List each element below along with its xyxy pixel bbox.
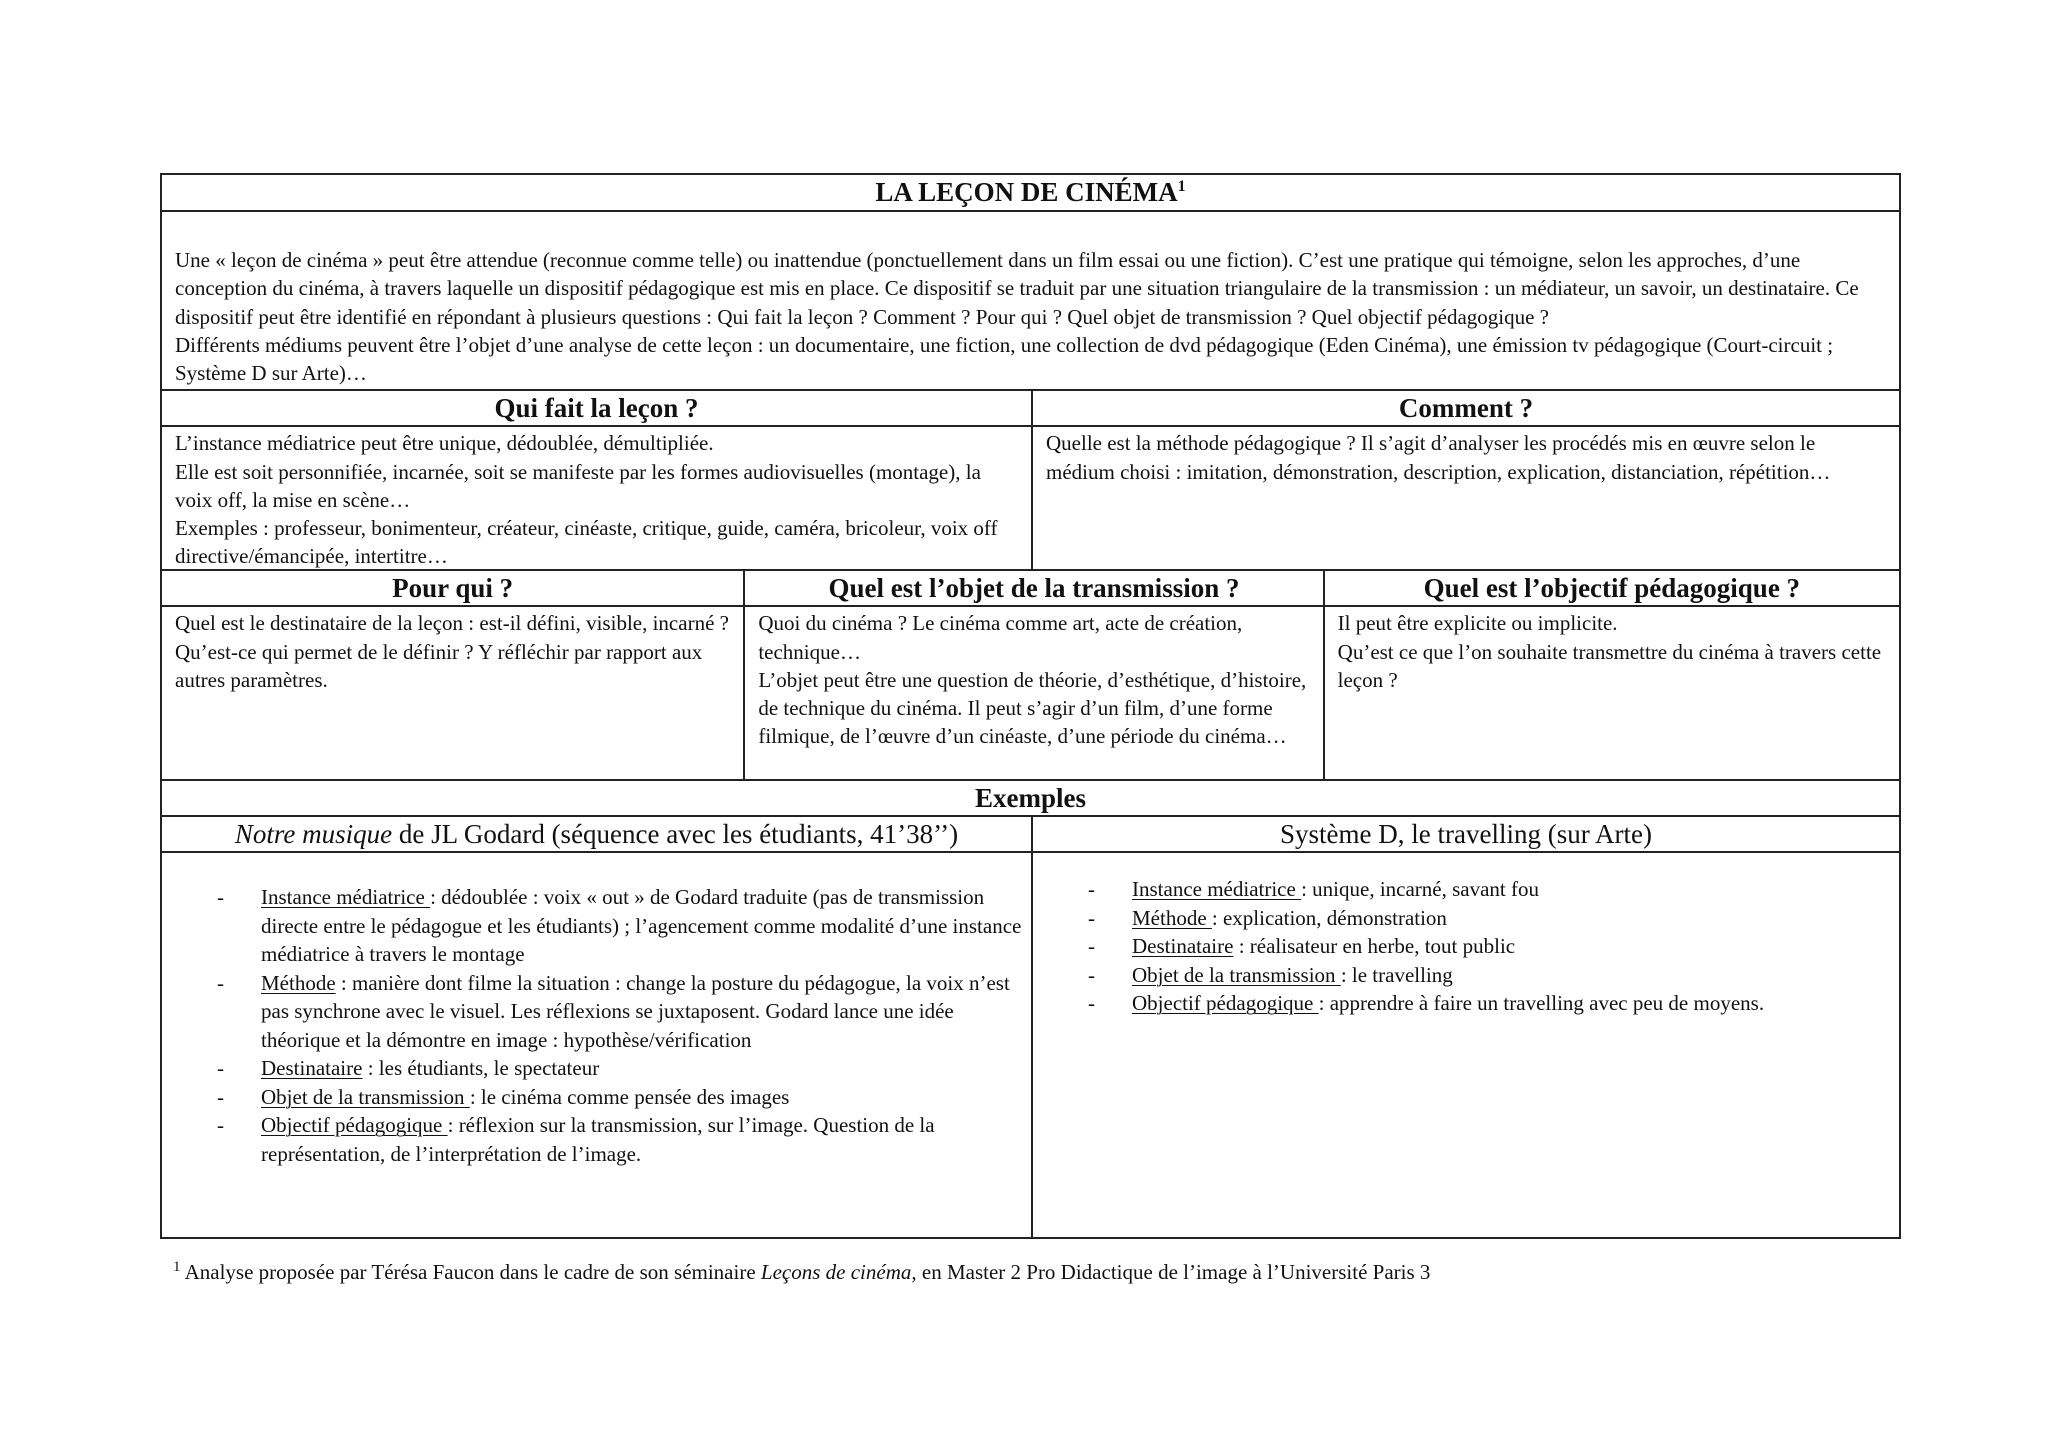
bullet-dash: -: [1088, 905, 1095, 930]
bullet-dash: -: [1088, 962, 1095, 987]
qui-comment-head-row: [162, 389, 1899, 425]
examples-head-row: [162, 779, 1899, 815]
title-row: [162, 175, 1899, 210]
examples-body-row: [162, 851, 1899, 1237]
objet-head: Quel est l’objet de la transmission ?: [743, 571, 1322, 605]
qui-body: [162, 427, 1031, 569]
item-label: Méthode: [261, 970, 336, 995]
item-text: : manière dont filme la situation : change la posture du pédagogue, la voix n’est pas synchrone avec le visuel. Les réflexions se juxtaposent. Godard lance une idée théorique et la démontre en image : hypothèse/vérification: [261, 970, 1010, 1052]
item-text: : explication, démonstration: [1211, 905, 1447, 930]
bullet-dash: -: [217, 1084, 224, 1109]
list-item: [1088, 875, 1899, 904]
item-text: : dédoublée : voix « out » de Godard traduite (pas de transmission directe entre le pédagogue et les étudiants) ; l’agencement comme modalité d’une instance médiatrice à travers le montage: [261, 885, 1022, 967]
objectif-line-1: Il peut être explicite ou implicite.: [1337, 611, 1618, 636]
bullet-dash: -: [1088, 991, 1095, 1016]
item-label: Destinataire: [1132, 934, 1234, 959]
examples-head: Exemples: [975, 783, 1086, 814]
objet-line-1: Quoi du cinéma ? Le cinéma comme art, acte de création, technique…: [758, 611, 1243, 664]
item-label: Objectif pédagogique: [1132, 991, 1319, 1016]
item-text: : unique, incarné, savant fou: [1301, 877, 1539, 902]
qui-head: Qui fait la leçon ?: [494, 393, 699, 424]
pour-body: [162, 607, 743, 779]
objectif-line-2: Qu’est ce que l’on souhaite transmettre du cinéma à travers cette leçon ?: [1337, 639, 1882, 692]
qui-comment-body-row: [162, 425, 1899, 569]
list-item: [1088, 932, 1899, 961]
item-text: : réalisateur en herbe, tout public: [1233, 934, 1516, 959]
list-item: [217, 883, 1031, 969]
page-title: [162, 175, 1899, 210]
bullet-dash: -: [217, 970, 224, 995]
list-item: [1088, 961, 1899, 990]
comment-body: [1031, 427, 1899, 569]
list-item: [1088, 904, 1899, 933]
footnote-seminar-title: Leçons de cinéma,: [760, 1260, 917, 1284]
footnote: [173, 1258, 1430, 1286]
comment-line-1: Quelle est la méthode pédagogique ? Il s’agit d’analyser les procédés mis en œuvre selon le médium choisi : imitation, démonstration, description, explication, distanciation, répétition…: [1046, 431, 1831, 484]
objectif-body: [1323, 607, 1899, 779]
lesson-table: [160, 173, 1901, 1239]
list-item: [217, 1054, 1031, 1083]
item-text: : les étudiants, le spectateur: [362, 1056, 600, 1081]
footnote-mark: 1: [173, 1259, 181, 1275]
list-item: [217, 1111, 1031, 1168]
item-label: Instance médiatrice: [261, 885, 431, 910]
item-label: Objet de la transmission: [1132, 962, 1341, 987]
item-text: : le cinéma comme pensée des images: [469, 1084, 790, 1109]
example-right-title: Système D, le travelling (sur Arte): [1031, 817, 1899, 851]
item-label: Objet de la transmission: [261, 1084, 470, 1109]
qui-line-2: Elle est soit personnifiée, incarnée, soit se manifeste par les formes audiovisuelles (montage), la voix off, la mise en scène…: [175, 459, 981, 512]
examples-title-row: [162, 815, 1899, 851]
qui-line-1: L’instance médiatrice peut être unique, dédoublée, démultipliée.: [175, 431, 714, 456]
list-item: [217, 1083, 1031, 1112]
list-item: [1088, 989, 1899, 1018]
item-label: Objectif pédagogique: [261, 1113, 448, 1138]
bullet-dash: -: [1088, 877, 1095, 902]
objet-body: [743, 607, 1322, 779]
pour-line-1: Quel est le destinataire de la leçon : est-il défini, visible, incarné ? Qu’est-ce qui permet de le définir ? Y réfléchir par rapport aux autres paramètres.: [175, 611, 729, 692]
example-right-body: [1031, 853, 1899, 1237]
example-left-list: [162, 883, 1031, 1168]
bullet-dash: -: [217, 1056, 224, 1081]
example-left-title-rest: de JL Godard (séquence avec les étudiants, 41’38’’): [392, 819, 959, 850]
intro-paragraph-1: Une « leçon de cinéma » peut être attendue (reconnue comme telle) ou inattendue (ponctuellement dans un film essai ou une fiction). C’est une pratique qui témoigne, selon les approches, d’une conception du cinéma, à travers laquelle un dispositif pédagogique est mis en place. Ce dispositif se traduit par une situation triangulaire de la transmission : un médiateur, un savoir, un destinataire. Ce dispositif peut être identifié en répondant à plusieurs questions : Qui fait la leçon ? Comment ? Pour qui ? Quel objet de transmission ? Quel objectif pédagogique ?: [175, 248, 1859, 329]
three-head-row: [162, 569, 1899, 605]
title-text: LA LEÇON DE CINÉMA: [875, 177, 1178, 207]
qui-line-3: Exemples : professeur, bonimenteur, créateur, cinéaste, critique, guide, caméra, bricoleur, voix off directive/émancipée, intertitre…: [175, 516, 998, 569]
item-text: : le travelling: [1340, 962, 1453, 987]
item-text: : apprendre à faire un travelling avec peu de moyens.: [1318, 991, 1765, 1016]
three-body-row: [162, 605, 1899, 779]
example-right-list: [1033, 875, 1899, 1018]
example-left-film-title: Notre musique: [234, 819, 393, 850]
item-label: Instance médiatrice: [1132, 877, 1302, 902]
title-footnote-mark: 1: [1177, 178, 1186, 195]
intro-paragraph-2: Différents médiums peuvent être l’objet d’une analyse de cette leçon : un documentaire, une fiction, une collection de dvd pédagogique (Eden Cinéma), une émission tv pédagogique (Court-circuit ; Système D sur Arte)…: [175, 332, 1834, 386]
intro-cell: [162, 212, 1899, 389]
objet-line-2: L’objet peut être une question de théorie, d’esthétique, d’histoire, de technique du cinéma. Il peut s’agir d’un film, d’une forme filmique, de l’œuvre d’un cinéaste, d’une période du cinéma…: [758, 667, 1307, 749]
item-label: Méthode: [1132, 905, 1212, 930]
comment-head: Comment ?: [1031, 391, 1899, 425]
item-text: : réflexion sur la transmission, sur l’image. Question de la représentation, de l’interprétation de l’image.: [261, 1113, 935, 1166]
example-left-body: [162, 853, 1031, 1237]
bullet-dash: -: [217, 1113, 224, 1138]
pour-head: Pour qui ?: [392, 573, 514, 604]
intro-row: [162, 210, 1899, 389]
bullet-dash: -: [1088, 934, 1095, 959]
example-left-title: [162, 817, 1031, 851]
objectif-head: Quel est l’objectif pédagogique ?: [1323, 571, 1899, 605]
item-label: Destinataire: [261, 1056, 363, 1081]
footnote-text-b: en Master 2 Pro Didactique de l’image à l’Université Paris 3: [916, 1260, 1431, 1284]
footnote-text-a: Analyse proposée par Térésa Faucon dans le cadre de son séminaire: [180, 1260, 761, 1284]
list-item: [217, 969, 1031, 1055]
bullet-dash: -: [217, 885, 224, 910]
